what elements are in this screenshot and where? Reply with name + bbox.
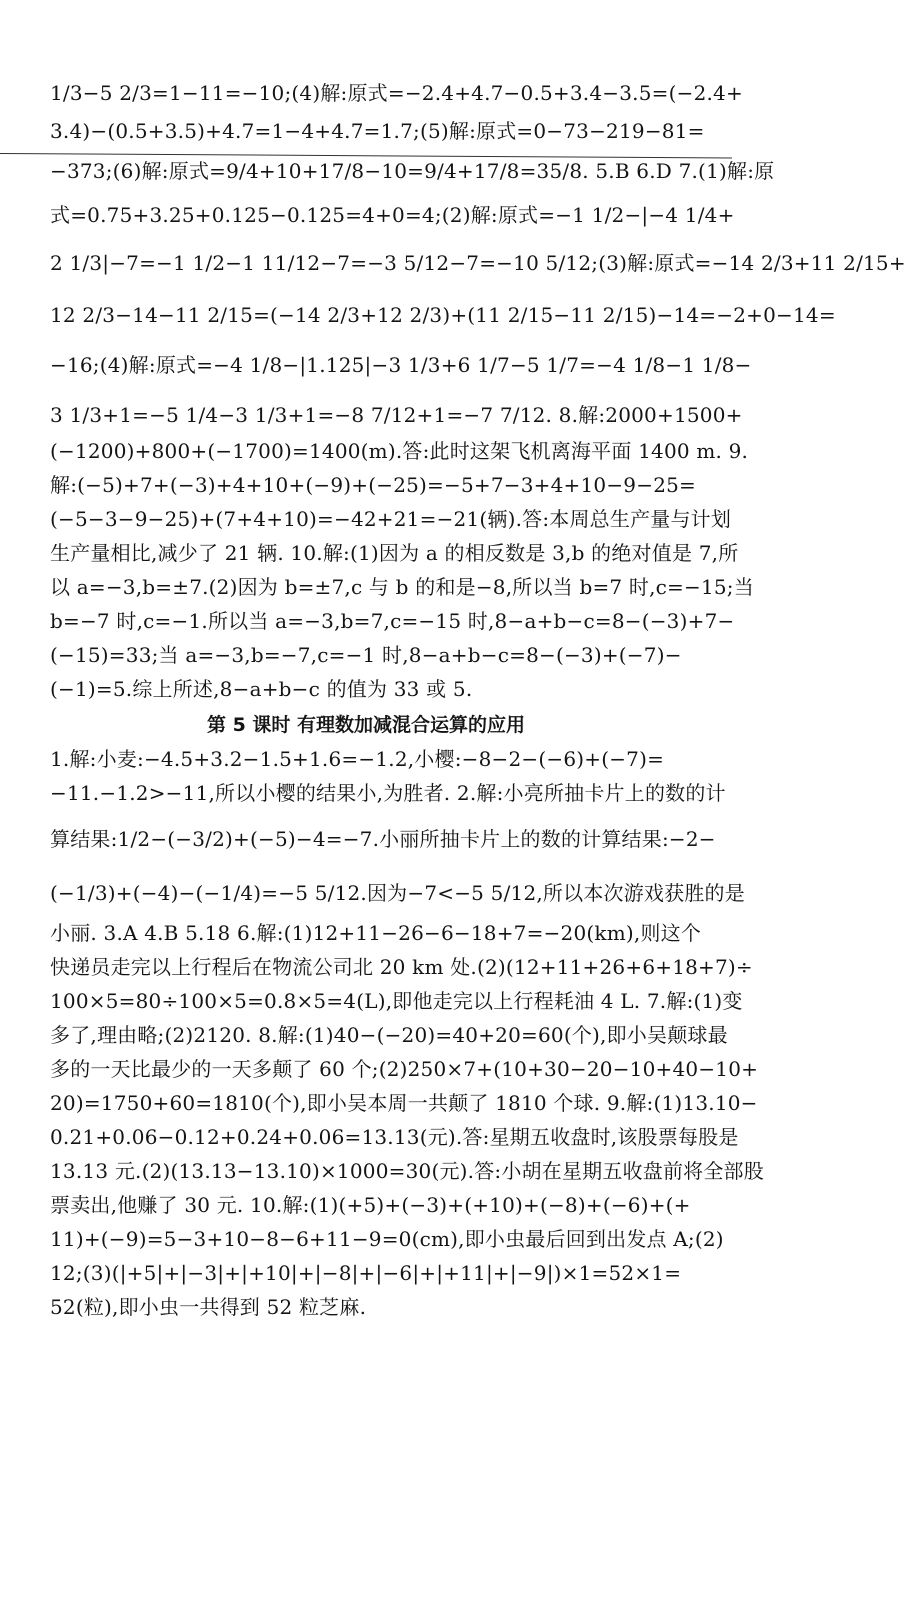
answer-line: −11.−1.2>−11,所以小樱的结果小,为胜者. 2.解:小亮所抽卡片上的数的计 xyxy=(50,781,726,805)
answer-line: (−5−3−9−25)+(7+4+10)=−42+21=−21(辆).答:本周总生产量与计划 xyxy=(50,507,732,531)
answer-line: (−1)=5.综上所述,8−a+b−c 的值为 33 或 5. xyxy=(50,677,473,701)
answer-line: 快递员走完以上行程后在物流公司北 20 km 处.(2)(12+11+26+6+18+7)÷ xyxy=(50,955,753,979)
answer-line: 3.4)−(0.5+3.5)+4.7=1−4+4.7=1.7;(5)解:原式=0−73−219−81= xyxy=(50,119,705,143)
answer-line: 小丽. 3.A 4.B 5.18 6.解:(1)12+11−26−6−18+7=−20(km),则这个 xyxy=(50,921,702,945)
answer-line: (−15)=33;当 a=−3,b=−7,c=−1 时,8−a+b−c=8−(−3)+(−7)− xyxy=(50,643,682,667)
answer-line: 1/3−5 2/3=1−11=−10;(4)解:原式=−2.4+4.7−0.5+3.4−3.5=(−2.4+ xyxy=(50,81,743,105)
answer-line: 2 1/3|−7=−1 1/2−1 11/12−7=−3 5/12−7=−10 5/12;(3)解:原式=−14 2/3+11 2/15+ xyxy=(50,251,906,275)
answer-line: 式=0.75+3.25+0.125−0.125=4+0=4;(2)解:原式=−1 1/2−|−4 1/4+ xyxy=(50,203,735,227)
answer-line: 解:(−5)+7+(−3)+4+10+(−9)+(−25)=−5+7−3+4+10−9−25= xyxy=(50,473,697,497)
answer-line: 以 a=−3,b=±7.(2)因为 b=±7,c 与 b 的和是−8,所以当 b=7 时,c=−15;当 xyxy=(50,575,754,599)
answer-line: 0.21+0.06−0.12+0.24+0.06=13.13(元).答:星期五收盘时,该股票每股是 xyxy=(50,1125,739,1149)
answer-line: −16;(4)解:原式=−4 1/8−|1.125|−3 1/3+6 1/7−5 1/7=−4 1/8−1 1/8− xyxy=(50,353,752,377)
answer-line: 票卖出,他赚了 30 元. 10.解:(1)(+5)+(−3)+(+10)+(−8)+(−6)+(+ xyxy=(50,1193,691,1217)
answer-line: 12 2/3−14−11 2/15=(−14 2/3+12 2/3)+(11 2/15−11 2/15)−14=−2+0−14= xyxy=(50,303,836,327)
answer-line: 12;(3)(|+5|+|−3|+|+10|+|−8|+|−6|+|+11|+|−9|)×1=52×1= xyxy=(50,1261,682,1285)
answer-line: (−1200)+800+(−1700)=1400(m).答:此时这架飞机离海平面 1400 m. 9. xyxy=(50,439,749,463)
answer-line: 20)=1750+60=1810(个),即小吴本周一共颠了 1810 个球. 9.解:(1)13.10− xyxy=(50,1091,758,1115)
answer-line: 算结果:1/2−(−3/2)+(−5)−4=−7.小丽所抽卡片上的数的计算结果:−2− xyxy=(50,827,716,851)
answer-line: 1.解:小麦:−4.5+3.2−1.5+1.6=−1.2,小樱:−8−2−(−6)+(−7)= xyxy=(50,747,665,771)
answer-line: 52(粒),即小虫一共得到 52 粒芝麻. xyxy=(50,1295,367,1319)
answer-line: −373;(6)解:原式=9/4+10+17/8−10=9/4+17/8=35/8. 5.B 6.D 7.(1)解:原 xyxy=(50,159,775,183)
answer-line: b=−7 时,c=−1.所以当 a=−3,b=7,c=−15 时,8−a+b−c=8−(−3)+7− xyxy=(50,609,735,633)
answer-line: 100×5=80÷100×5=0.8×5=4(L),即他走完以上行程耗油 4 L. 7.解:(1)变 xyxy=(50,989,743,1013)
answer-line: 生产量相比,减少了 21 辆. 10.解:(1)因为 a 的相反数是 3,b 的绝对值是 7,所 xyxy=(50,541,739,565)
answer-line: 3 1/3+1=−5 1/4−3 1/3+1=−8 7/12+1=−7 7/12. 8.解:2000+1500+ xyxy=(50,403,743,427)
lesson-heading: 第 5 课时 有理数加减混合运算的应用 xyxy=(206,714,526,736)
answer-line: 多的一天比最少的一天多颠了 60 个;(2)250×7+(10+30−20−10+40−10+ xyxy=(50,1057,759,1081)
answer-line: 11)+(−9)=5−3+10−8−6+11−9=0(cm),即小虫最后回到出发点 A;(2) xyxy=(50,1227,724,1251)
answer-line: (−1/3)+(−4)−(−1/4)=−5 5/12.因为−7<−5 5/12,所以本次游戏获胜的是 xyxy=(50,881,745,905)
answer-line: 13.13 元.(2)(13.13−13.10)×1000=30(元).答:小胡在星期五收盘前将全部股 xyxy=(50,1159,764,1183)
answer-line: 多了,理由略;(2)2120. 8.解:(1)40−(−20)=40+20=60(个),即小吴颠球最 xyxy=(50,1023,728,1047)
